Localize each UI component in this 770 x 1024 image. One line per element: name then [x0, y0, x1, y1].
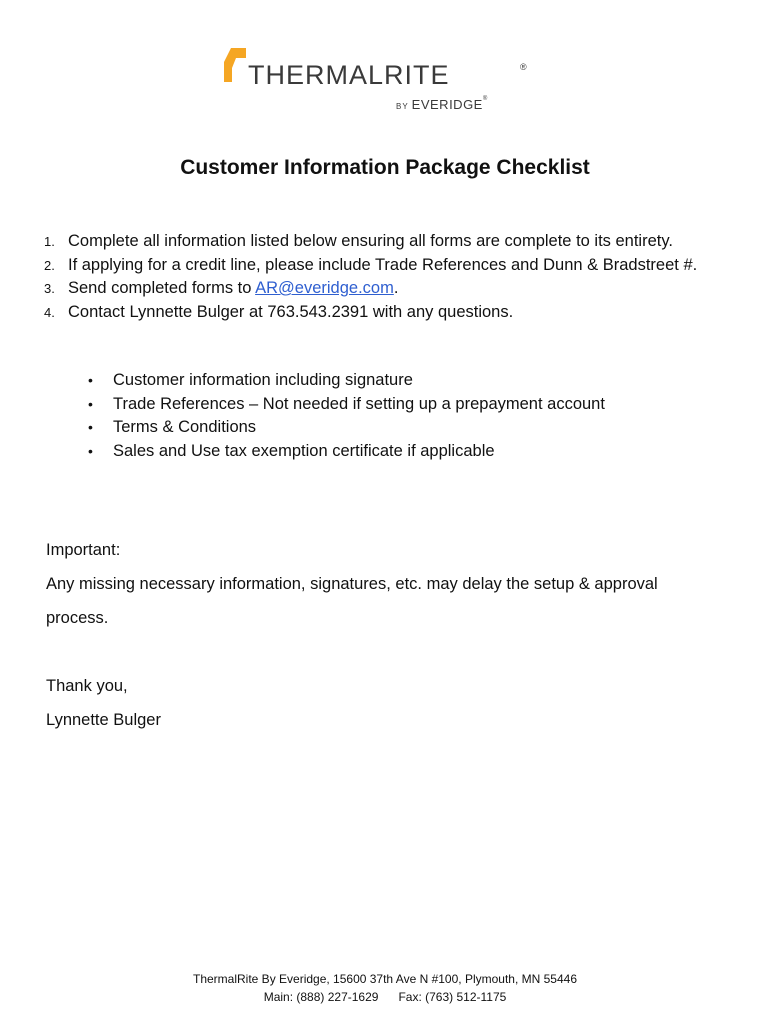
- required-documents-list: [88, 369, 605, 463]
- step-item: [44, 301, 697, 325]
- footer-address: ThermalRite By Everidge, 15600 37th Ave N #100, Plymouth, MN 55446: [193, 972, 577, 986]
- bullet-icon: •: [88, 395, 93, 412]
- page-title: Customer Information Package Checklist: [180, 156, 590, 179]
- logo-parent-name: EVERIDGE: [411, 97, 483, 112]
- list-item: [88, 369, 605, 393]
- company-logo: [222, 46, 532, 116]
- list-item-text: Sales and Use tax exemption certificate if applicable: [113, 441, 495, 460]
- email-link[interactable]: AR@everidge.com: [255, 279, 394, 297]
- step-number: 2.: [44, 257, 55, 273]
- list-item: [88, 416, 605, 440]
- signer-name: Lynnette Bulger: [46, 711, 161, 729]
- logo-brand-name: THERMALRITE: [248, 60, 450, 90]
- logo-by: BY: [396, 102, 409, 111]
- logo-subbrand: [396, 96, 487, 114]
- list-item-text: Trade References – Not needed if setting up a prepayment account: [113, 394, 605, 413]
- step-text: Complete all information listed below ensuring all forms are complete to its entirety.: [68, 232, 673, 250]
- thermalrite-mark-icon: [222, 46, 248, 84]
- checklist-steps: [44, 230, 697, 324]
- bullet-icon: •: [88, 419, 93, 435]
- step-number: 3.: [44, 281, 55, 296]
- step-item: [44, 230, 697, 254]
- step-text: Contact Lynnette Bulger at 763.543.2391 with any questions.: [68, 302, 514, 321]
- step-item: [44, 254, 697, 278]
- list-item: [88, 440, 605, 464]
- step-text-end: .: [393, 279, 399, 297]
- list-item-text: Customer information including signature: [113, 371, 413, 389]
- step-item: [44, 277, 697, 301]
- step-number: 1.: [44, 234, 55, 249]
- step-text: Send completed forms to: [68, 279, 256, 297]
- logo-registered-mark: ®: [520, 62, 527, 72]
- important-text-line-1: Any missing necessary information, signatures, etc. may delay the setup & approval: [46, 575, 658, 593]
- bullet-icon: •: [88, 442, 93, 459]
- list-item: [88, 393, 605, 417]
- step-number: 4.: [44, 304, 55, 320]
- logo-trademark: ®: [482, 96, 488, 102]
- important-heading: Important:: [46, 541, 121, 559]
- list-item-text: Terms & Conditions: [113, 418, 257, 436]
- bullet-icon: •: [88, 372, 93, 388]
- footer-phones: Main: (888) 227-1629 Fax: (763) 512-1175: [263, 990, 507, 1004]
- step-text: If applying for a credit line, please include Trade References and Dunn & Bradstreet #.: [68, 255, 698, 274]
- closing-thanks: Thank you,: [46, 677, 128, 695]
- important-text-line-2: process.: [46, 609, 109, 627]
